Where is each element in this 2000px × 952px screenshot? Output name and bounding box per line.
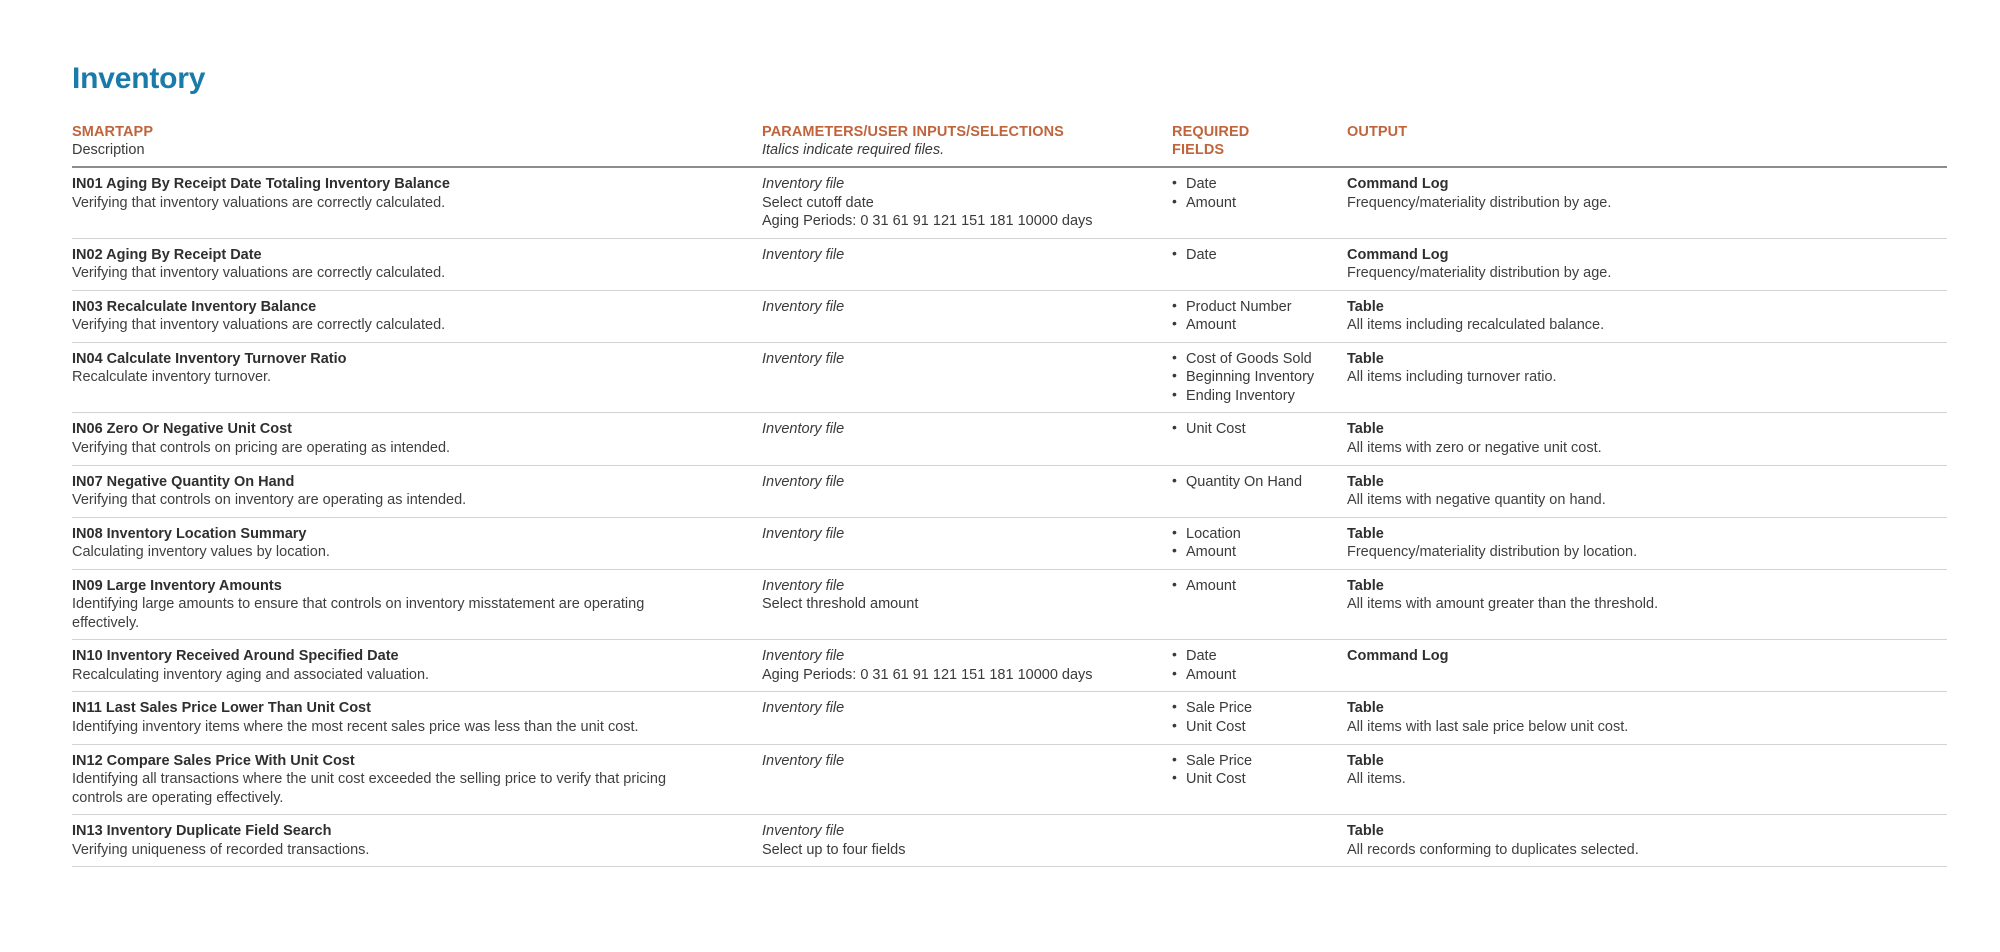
parameter-required-file: Inventory file — [762, 648, 845, 665]
cell-parameters — [762, 744, 1172, 815]
smartapp-description: Verifying that controls on pricing are operating as intended. — [72, 439, 451, 456]
cell-parameters — [762, 692, 1172, 744]
output-type: Table — [1347, 421, 1384, 438]
cell-output — [1347, 744, 1947, 815]
output-description: All items with negative quantity on hand. — [1347, 492, 1606, 509]
output-description: All items with amount greater than the threshold. — [1347, 596, 1659, 613]
output-type: Table — [1347, 298, 1384, 315]
cell-required-fields — [1172, 465, 1347, 517]
cell-output — [1347, 413, 1947, 465]
output-type: Table — [1347, 525, 1384, 542]
cell-parameters — [762, 167, 1172, 238]
smartapp-description: Verifying that inventory valuations are correctly calculated. — [72, 317, 446, 334]
smartapp-name: IN06 Zero Or Negative Unit Cost — [72, 421, 292, 438]
table-row — [72, 517, 1947, 569]
column-header-output-label: OUTPUT — [1347, 124, 1408, 140]
cell-smartapp — [72, 342, 762, 413]
required-fields-list — [1172, 246, 1335, 265]
cell-parameters — [762, 413, 1172, 465]
smartapp-description: Verifying that controls on inventory are operating as intended. — [72, 492, 467, 509]
required-fields-list — [1172, 473, 1335, 492]
column-header-required-fields — [1172, 123, 1347, 167]
cell-required-fields — [1172, 238, 1347, 290]
table-row — [72, 238, 1947, 290]
output-type: Command Log — [1347, 175, 1449, 192]
table-row — [72, 342, 1947, 413]
output-type: Table — [1347, 350, 1384, 367]
cell-parameters — [762, 517, 1172, 569]
parameter-required-file: Inventory file — [762, 700, 845, 717]
cell-required-fields — [1172, 167, 1347, 238]
parameter-line: Aging Periods: 0 31 61 91 121 151 181 10000 days — [762, 666, 1093, 683]
output-description: All items with last sale price below unit cost. — [1347, 719, 1629, 735]
cell-parameters — [762, 640, 1172, 692]
cell-smartapp — [72, 692, 762, 744]
table-row — [72, 692, 1947, 744]
column-header-required-sublabel: FIELDS — [1172, 142, 1225, 159]
smartapp-matrix-table — [72, 123, 1947, 867]
output-type: Table — [1347, 700, 1384, 717]
table-header-row — [72, 123, 1947, 167]
parameter-line: Select cutoff date — [762, 194, 874, 211]
smartapp-description: Verifying that inventory valuations are correctly calculated. — [72, 265, 446, 282]
smartapp-description: Verifying that inventory valuations are correctly calculated. — [72, 194, 446, 211]
output-description: All items with zero or negative unit cost. — [1347, 439, 1602, 456]
output-description: Frequency/materiality distribution by age. — [1347, 194, 1612, 211]
cell-smartapp — [72, 640, 762, 692]
cell-smartapp — [72, 517, 762, 569]
parameter-required-file: Inventory file — [762, 298, 845, 315]
cell-smartapp — [72, 744, 762, 815]
column-header-parameters-label: PARAMETERS/USER INPUTS/SELECTIONS — [762, 124, 1064, 140]
cell-output — [1347, 692, 1947, 744]
cell-parameters — [762, 465, 1172, 517]
required-field-item: • Ending Inventory — [1172, 387, 1335, 406]
column-header-smartapp-sublabel: Description — [72, 142, 145, 159]
table-row — [72, 290, 1947, 342]
cell-output — [1347, 465, 1947, 517]
cell-output — [1347, 569, 1947, 640]
parameter-line: Aging Periods: 0 31 61 91 121 151 181 10000 days — [762, 213, 1093, 230]
cell-output — [1347, 167, 1947, 238]
output-type: Table — [1347, 473, 1384, 490]
parameter-line: Select threshold amount — [762, 596, 919, 613]
smartapp-name: IN12 Compare Sales Price With Unit Cost — [72, 752, 355, 769]
smartapp-name: IN11 Last Sales Price Lower Than Unit Cost — [72, 700, 371, 717]
smartapp-description: Identifying large amounts to ensure that controls on inventory misstatement are operating effectively. — [72, 596, 645, 631]
cell-required-fields — [1172, 569, 1347, 640]
cell-output — [1347, 238, 1947, 290]
smartapp-description: Calculating inventory values by location. — [72, 544, 330, 561]
parameter-required-file: Inventory file — [762, 752, 845, 769]
cell-smartapp — [72, 238, 762, 290]
required-fields-list — [1172, 525, 1335, 562]
output-type: Table — [1347, 577, 1384, 594]
smartapp-name: IN01 Aging By Receipt Date Totaling Inventory Balance — [72, 175, 450, 192]
cell-required-fields — [1172, 815, 1347, 867]
cell-smartapp — [72, 465, 762, 517]
column-header-parameters — [762, 123, 1172, 167]
required-field-item: • Beginning Inventory — [1172, 368, 1335, 387]
parameter-required-file: Inventory file — [762, 577, 845, 594]
required-fields-list — [1172, 752, 1335, 789]
smartapp-name: IN04 Calculate Inventory Turnover Ratio — [72, 350, 347, 367]
smartapp-name: IN03 Recalculate Inventory Balance — [72, 298, 317, 315]
page-title: Inventory — [72, 62, 206, 95]
cell-required-fields — [1172, 692, 1347, 744]
cell-smartapp — [72, 290, 762, 342]
required-field-item: • Date — [1172, 647, 1335, 666]
cell-output — [1347, 640, 1947, 692]
parameter-required-file: Inventory file — [762, 175, 845, 192]
column-header-parameters-sublabel: Italics indicate required files. — [762, 142, 945, 159]
smartapp-name: IN08 Inventory Location Summary — [72, 525, 307, 542]
table-row — [72, 744, 1947, 815]
parameter-required-file: Inventory file — [762, 473, 845, 490]
smartapp-name: IN09 Large Inventory Amounts — [72, 577, 282, 594]
cell-smartapp — [72, 413, 762, 465]
output-type: Table — [1347, 823, 1384, 840]
required-field-item: • Sale Price — [1172, 752, 1335, 771]
output-description: Frequency/materiality distribution by age. — [1347, 265, 1612, 282]
cell-required-fields — [1172, 640, 1347, 692]
required-field-item: • Unit Cost — [1172, 770, 1335, 789]
required-field-item: • Date — [1172, 246, 1335, 265]
required-fields-list — [1172, 577, 1335, 596]
column-header-smartapp — [72, 123, 762, 167]
required-fields-list — [1172, 647, 1335, 684]
required-fields-list — [1172, 350, 1335, 406]
parameter-required-file: Inventory file — [762, 823, 845, 840]
required-field-item: • Sale Price — [1172, 699, 1335, 718]
parameter-required-file: Inventory file — [762, 350, 845, 367]
cell-parameters — [762, 569, 1172, 640]
smartapp-description: Identifying all transactions where the unit cost exceeded the selling price to verify that pricing controls are operating effectively. — [72, 771, 667, 806]
table-row — [72, 465, 1947, 517]
required-field-item: • Date — [1172, 175, 1335, 194]
smartapp-name: IN13 Inventory Duplicate Field Search — [72, 823, 332, 840]
cell-required-fields — [1172, 290, 1347, 342]
column-header-output — [1347, 123, 1947, 167]
cell-smartapp — [72, 167, 762, 238]
cell-smartapp — [72, 569, 762, 640]
table-row — [72, 167, 1947, 238]
required-fields-list — [1172, 175, 1335, 212]
required-field-item: • Product Number — [1172, 298, 1335, 317]
cell-required-fields — [1172, 744, 1347, 815]
parameter-line: Select up to four fields — [762, 841, 906, 858]
smartapp-name: IN07 Negative Quantity On Hand — [72, 473, 295, 490]
cell-parameters — [762, 238, 1172, 290]
table-row — [72, 815, 1947, 867]
cell-required-fields — [1172, 517, 1347, 569]
table-row — [72, 640, 1947, 692]
smartapp-name: IN10 Inventory Received Around Specified Date — [72, 648, 399, 665]
output-type: Command Log — [1347, 246, 1449, 263]
required-field-item: • Amount — [1172, 316, 1335, 335]
cell-output — [1347, 290, 1947, 342]
required-field-item: • Amount — [1172, 577, 1335, 596]
cell-parameters — [762, 815, 1172, 867]
required-field-item: • Amount — [1172, 543, 1335, 562]
cell-parameters — [762, 342, 1172, 413]
table-header — [72, 123, 1947, 167]
cell-required-fields — [1172, 413, 1347, 465]
required-field-item: • Quantity On Hand — [1172, 473, 1335, 492]
output-description: All items. — [1347, 771, 1406, 788]
required-field-item: • Unit Cost — [1172, 718, 1335, 737]
cell-required-fields — [1172, 342, 1347, 413]
required-fields-list — [1172, 420, 1335, 439]
cell-output — [1347, 517, 1947, 569]
required-field-item: • Amount — [1172, 194, 1335, 213]
output-description: All records conforming to duplicates selected. — [1347, 841, 1639, 858]
table-row — [72, 413, 1947, 465]
cell-output — [1347, 815, 1947, 867]
smartapp-name: IN02 Aging By Receipt Date — [72, 246, 262, 263]
smartapp-description: Recalculate inventory turnover. — [72, 369, 272, 386]
output-type: Command Log — [1347, 648, 1449, 665]
cell-output — [1347, 342, 1947, 413]
required-field-item: • Cost of Goods Sold — [1172, 350, 1335, 369]
cell-smartapp — [72, 815, 762, 867]
table-row — [72, 569, 1947, 640]
required-fields-list — [1172, 699, 1335, 736]
column-header-smartapp-label: SMARTAPP — [72, 124, 154, 140]
table-body — [72, 167, 1947, 867]
parameter-required-file: Inventory file — [762, 421, 845, 438]
cell-parameters — [762, 290, 1172, 342]
smartapp-description: Identifying inventory items where the most recent sales price was less than the unit cost. — [72, 719, 639, 735]
output-description: All items including turnover ratio. — [1347, 369, 1557, 386]
required-field-item: • Unit Cost — [1172, 420, 1335, 439]
output-description: Frequency/materiality distribution by location. — [1347, 544, 1638, 561]
output-type: Table — [1347, 752, 1384, 769]
output-description: All items including recalculated balance. — [1347, 317, 1605, 334]
smartapp-description: Verifying uniqueness of recorded transactions. — [72, 841, 370, 858]
required-field-item: • Location — [1172, 525, 1335, 544]
smartapp-description: Recalculating inventory aging and associated valuation. — [72, 666, 430, 683]
required-fields-list — [1172, 298, 1335, 335]
column-header-required-label: REQUIRED — [1172, 124, 1250, 140]
required-field-item: • Amount — [1172, 666, 1335, 685]
parameter-required-file: Inventory file — [762, 246, 845, 263]
parameter-required-file: Inventory file — [762, 525, 845, 542]
